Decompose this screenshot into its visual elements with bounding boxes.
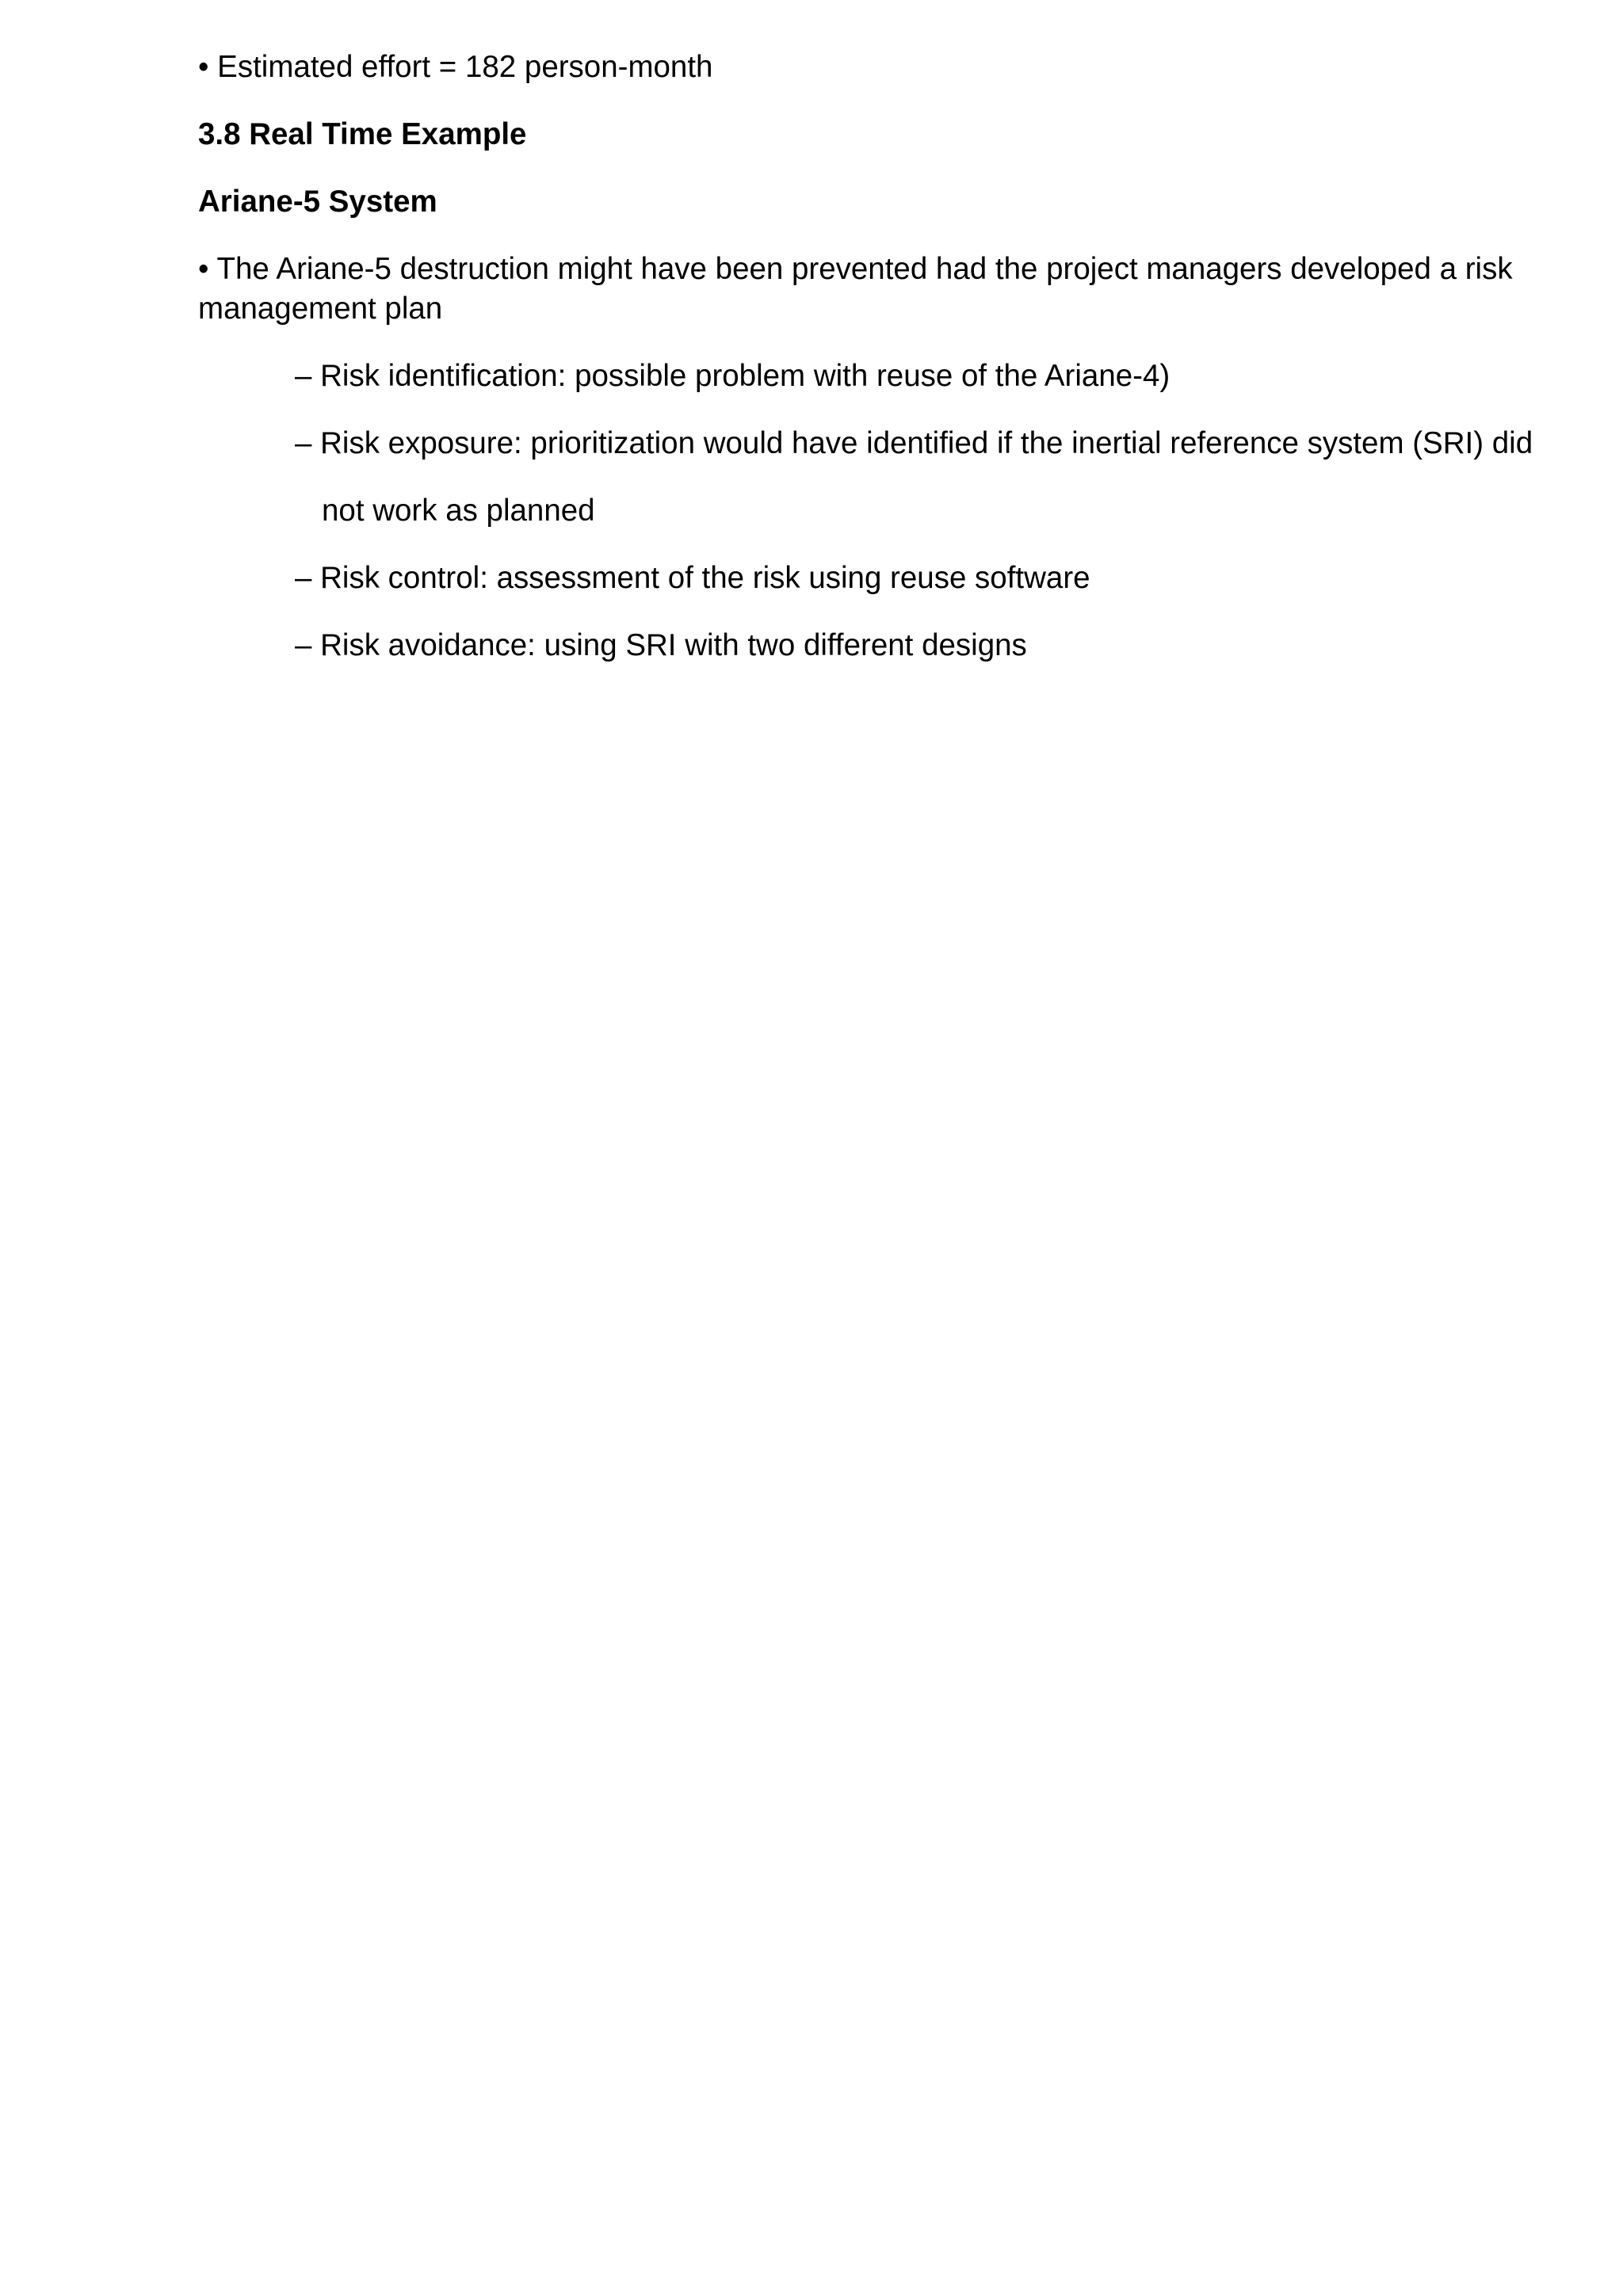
subheading-ariane-5-system: Ariane-5 System [198,185,437,219]
risk-item-identification: – Risk identification: possible problem with reuse of the Ariane-4) [295,359,1170,393]
risk-item-exposure-continued: not work as planned [322,494,595,528]
bullet-ariane-destruction-line-1: • The Ariane-5 destruction might have been prevented had the project managers developed a risk [198,252,1513,286]
section-heading: 3.8 Real Time Example [198,117,527,151]
bullet-estimated-effort: • Estimated effort = 182 person-month [198,50,713,84]
bullet-ariane-destruction-line-2: management plan [198,292,443,326]
risk-item-control: – Risk control: assessment of the risk using reuse software [295,561,1090,595]
risk-item-avoidance: – Risk avoidance: using SRI with two different designs [295,628,1027,662]
risk-item-exposure: – Risk exposure: prioritization would have identified if the inertial reference system (SRI) did [295,426,1533,460]
